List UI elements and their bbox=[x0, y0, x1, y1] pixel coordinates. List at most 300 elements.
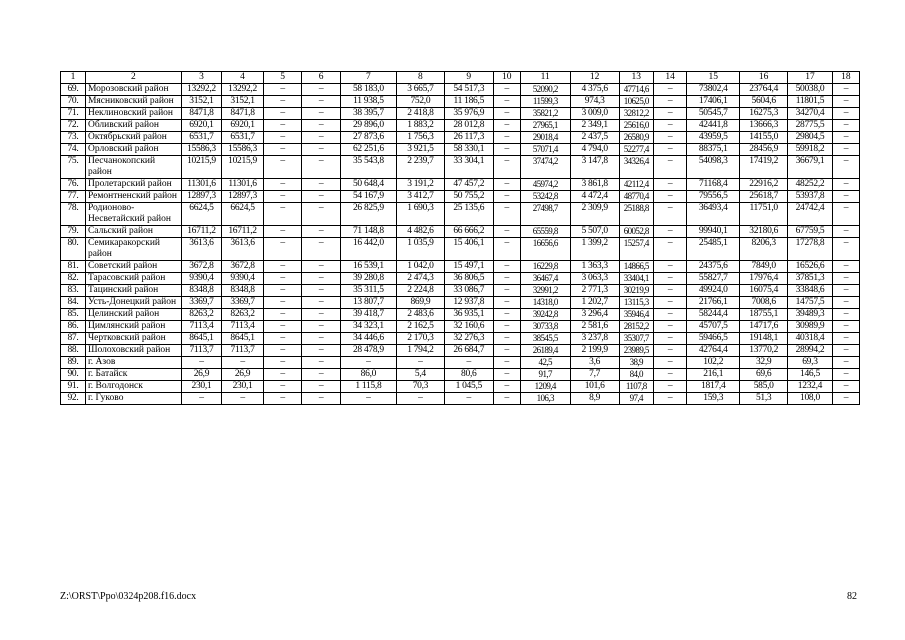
table-cell: – bbox=[653, 261, 686, 273]
table-cell: 7113,7 bbox=[181, 345, 222, 357]
table-cell: 59918,2 bbox=[788, 144, 833, 156]
table-cell: – bbox=[302, 333, 340, 345]
table-cell: 47714,6 bbox=[619, 84, 653, 96]
table-cell: 35821,2 bbox=[520, 108, 570, 120]
table-cell: 22916,2 bbox=[740, 179, 788, 191]
table-cell: 25485,1 bbox=[687, 238, 740, 261]
table-cell: 16711,2 bbox=[222, 226, 264, 238]
table-cell: 6920,1 bbox=[181, 120, 222, 132]
district-name-cell: Семикаракорский район bbox=[85, 238, 181, 261]
table-cell: 6624,5 bbox=[181, 203, 222, 226]
table-row bbox=[61, 309, 860, 321]
table-cell: 30219,9 bbox=[619, 285, 653, 297]
table-cell: 34270,4 bbox=[788, 108, 833, 120]
table-cell: – bbox=[222, 393, 264, 405]
table-cell: 28775,5 bbox=[788, 120, 833, 132]
table-cell: 3 412,7 bbox=[396, 191, 444, 203]
table-cell: – bbox=[493, 381, 520, 393]
table-cell: 84. bbox=[61, 297, 86, 309]
table-cell: 48770,4 bbox=[619, 191, 653, 203]
table-cell: – bbox=[302, 120, 340, 132]
table-cell: – bbox=[653, 108, 686, 120]
table-cell: – bbox=[302, 179, 340, 191]
table-row bbox=[61, 156, 860, 179]
table-cell: 52090,2 bbox=[520, 84, 570, 96]
table-cell: – bbox=[181, 393, 222, 405]
table-cell: – bbox=[653, 273, 686, 285]
table-cell: 7113,4 bbox=[181, 321, 222, 333]
table-cell: 16711,2 bbox=[181, 226, 222, 238]
column-number-cell: 16 bbox=[740, 72, 788, 84]
table-cell: 28 478,9 bbox=[340, 345, 396, 357]
table-cell: 37474,2 bbox=[520, 156, 570, 179]
district-name-cell: Цимлянский район bbox=[85, 321, 181, 333]
table-cell: – bbox=[832, 345, 859, 357]
table-cell: – bbox=[493, 357, 520, 369]
table-cell: – bbox=[263, 144, 301, 156]
table-cell: 84,0 bbox=[619, 369, 653, 381]
table-cell: 2 162,5 bbox=[396, 321, 444, 333]
table-cell: 52277,4 bbox=[619, 144, 653, 156]
table-cell: 2 474,3 bbox=[396, 273, 444, 285]
table-cell: 6624,5 bbox=[222, 203, 264, 226]
district-name-cell: Советский район bbox=[85, 261, 181, 273]
table-cell: 60052,8 bbox=[619, 226, 653, 238]
table-cell: – bbox=[493, 285, 520, 297]
table-cell: 1 794,2 bbox=[396, 345, 444, 357]
table-cell: – bbox=[832, 309, 859, 321]
table-cell: 13 807,7 bbox=[340, 297, 396, 309]
table-cell: 35946,4 bbox=[619, 309, 653, 321]
table-cell: 35 976,9 bbox=[444, 108, 493, 120]
table-cell: 97,4 bbox=[619, 393, 653, 405]
table-cell: 3369,7 bbox=[181, 297, 222, 309]
district-name-cell: Песчанокопский район bbox=[85, 156, 181, 179]
table-cell: – bbox=[493, 393, 520, 405]
table-cell: 80,6 bbox=[444, 369, 493, 381]
table-cell: 5 507,0 bbox=[570, 226, 619, 238]
table-cell: – bbox=[493, 226, 520, 238]
table-cell: – bbox=[302, 226, 340, 238]
table-cell: 14155,0 bbox=[740, 132, 788, 144]
table-cell: 74. bbox=[61, 144, 86, 156]
table-cell: 3 861,8 bbox=[570, 179, 619, 191]
table-cell: 45707,5 bbox=[687, 321, 740, 333]
table-cell: 869,9 bbox=[396, 297, 444, 309]
table-cell: – bbox=[396, 357, 444, 369]
table-cell: 101,6 bbox=[570, 381, 619, 393]
table-cell: 85. bbox=[61, 309, 86, 321]
table-cell: 32,9 bbox=[740, 357, 788, 369]
table-cell: 3 063,3 bbox=[570, 273, 619, 285]
table-cell: – bbox=[222, 357, 264, 369]
table-cell: 35 311,5 bbox=[340, 285, 396, 297]
table-cell: 2 771,3 bbox=[570, 285, 619, 297]
table-cell: – bbox=[263, 273, 301, 285]
table-cell: 27 873,6 bbox=[340, 132, 396, 144]
table-cell: 37851,3 bbox=[788, 273, 833, 285]
table-cell: 1 363,3 bbox=[570, 261, 619, 273]
table-cell: – bbox=[302, 156, 340, 179]
table-cell: 11301,6 bbox=[222, 179, 264, 191]
table-cell: 17976,4 bbox=[740, 273, 788, 285]
table-cell: – bbox=[302, 381, 340, 393]
table-cell: – bbox=[653, 84, 686, 96]
table-cell: 3152,1 bbox=[222, 96, 264, 108]
table-row bbox=[61, 357, 860, 369]
table-cell: 53242,8 bbox=[520, 191, 570, 203]
table-cell: – bbox=[302, 144, 340, 156]
table-cell: – bbox=[302, 108, 340, 120]
table-cell: 11301,6 bbox=[181, 179, 222, 191]
table-cell: – bbox=[653, 156, 686, 179]
district-name-cell: Сальский район bbox=[85, 226, 181, 238]
table-cell: 92. bbox=[61, 393, 86, 405]
table-cell: 35307,7 bbox=[619, 333, 653, 345]
table-cell: 70. bbox=[61, 96, 86, 108]
table-cell: 1 035,9 bbox=[396, 238, 444, 261]
table-cell: 25618,7 bbox=[740, 191, 788, 203]
table-cell: 14717,6 bbox=[740, 321, 788, 333]
table-cell: 30733,8 bbox=[520, 321, 570, 333]
table-cell: 752,0 bbox=[396, 96, 444, 108]
table-cell: 91,7 bbox=[520, 369, 570, 381]
table-cell: 26189,4 bbox=[520, 345, 570, 357]
district-name-cell: Тарасовский район bbox=[85, 273, 181, 285]
table-cell: 69. bbox=[61, 84, 86, 96]
table-cell: – bbox=[302, 369, 340, 381]
table-cell: 8471,8 bbox=[222, 108, 264, 120]
table-cell: 53937,8 bbox=[788, 191, 833, 203]
column-number-cell: 9 bbox=[444, 72, 493, 84]
table-cell: 17419,2 bbox=[740, 156, 788, 179]
table-cell: 73802,4 bbox=[687, 84, 740, 96]
table-cell: 8263,2 bbox=[181, 309, 222, 321]
table-cell: 3 665,7 bbox=[396, 84, 444, 96]
table-cell: 24375,6 bbox=[687, 261, 740, 273]
column-number-cell: 18 bbox=[832, 72, 859, 84]
table-cell: – bbox=[832, 132, 859, 144]
table-cell: 17406,1 bbox=[687, 96, 740, 108]
district-name-cell: г. Батайск bbox=[85, 369, 181, 381]
table-cell: 29 896,0 bbox=[340, 120, 396, 132]
table-cell: 1107,8 bbox=[619, 381, 653, 393]
table-cell: – bbox=[263, 297, 301, 309]
table-cell: 26,9 bbox=[222, 369, 264, 381]
table-cell: 39 280,8 bbox=[340, 273, 396, 285]
table-cell: 26 825,9 bbox=[340, 203, 396, 226]
table-row bbox=[61, 381, 860, 393]
table-cell: 1 045,5 bbox=[444, 381, 493, 393]
table-row bbox=[61, 297, 860, 309]
table-cell: 28152,2 bbox=[619, 321, 653, 333]
table-cell: 42764,4 bbox=[687, 345, 740, 357]
table-cell: 40318,4 bbox=[788, 333, 833, 345]
table-cell: 42441,8 bbox=[687, 120, 740, 132]
table-cell: 35 543,8 bbox=[340, 156, 396, 179]
table-cell: – bbox=[832, 144, 859, 156]
table-cell: 4 375,6 bbox=[570, 84, 619, 96]
column-number-cell: 6 bbox=[302, 72, 340, 84]
table-row bbox=[61, 345, 860, 357]
table-cell: 33848,6 bbox=[788, 285, 833, 297]
table-cell: – bbox=[302, 357, 340, 369]
column-number-cell: 14 bbox=[653, 72, 686, 84]
table-cell: 69,6 bbox=[740, 369, 788, 381]
table-cell: 71168,4 bbox=[687, 179, 740, 191]
table-cell: 16275,3 bbox=[740, 108, 788, 120]
table-cell: – bbox=[832, 369, 859, 381]
table-cell: 49924,0 bbox=[687, 285, 740, 297]
column-number-cell: 2 bbox=[85, 72, 181, 84]
table-cell: 38 395,7 bbox=[340, 108, 396, 120]
table-cell: – bbox=[263, 156, 301, 179]
table-cell: 7113,4 bbox=[222, 321, 264, 333]
table-cell: – bbox=[832, 179, 859, 191]
table-cell: – bbox=[832, 226, 859, 238]
district-name-cell: г. Азов bbox=[85, 357, 181, 369]
table-cell: 51,3 bbox=[740, 393, 788, 405]
table-cell: 79. bbox=[61, 226, 86, 238]
table-cell: 59466,5 bbox=[687, 333, 740, 345]
table-cell: 79556,5 bbox=[687, 191, 740, 203]
table-cell: 32812,2 bbox=[619, 108, 653, 120]
table-cell: 2 224,8 bbox=[396, 285, 444, 297]
table-cell: 230,1 bbox=[181, 381, 222, 393]
table-cell: 65559,8 bbox=[520, 226, 570, 238]
table-row bbox=[61, 285, 860, 297]
table-cell: – bbox=[493, 156, 520, 179]
table-cell: 10625,0 bbox=[619, 96, 653, 108]
district-name-cell: г. Гуково bbox=[85, 393, 181, 405]
table-cell: – bbox=[832, 333, 859, 345]
table-cell: 66 666,2 bbox=[444, 226, 493, 238]
table-cell: 16 442,0 bbox=[340, 238, 396, 261]
table-cell: – bbox=[832, 120, 859, 132]
table-cell: – bbox=[832, 381, 859, 393]
table-cell: 47 457,2 bbox=[444, 179, 493, 191]
table-cell: – bbox=[832, 156, 859, 179]
table-cell: – bbox=[340, 357, 396, 369]
district-name-cell: Шолоховский район bbox=[85, 345, 181, 357]
district-name-cell: Обливский район bbox=[85, 120, 181, 132]
table-cell: 3613,6 bbox=[181, 238, 222, 261]
table-cell: 14866,5 bbox=[619, 261, 653, 273]
table-cell: 28456,9 bbox=[740, 144, 788, 156]
table-cell: 15586,3 bbox=[181, 144, 222, 156]
table-cell: – bbox=[263, 84, 301, 96]
table-row bbox=[61, 369, 860, 381]
table-cell: 17278,8 bbox=[788, 238, 833, 261]
table-cell: – bbox=[493, 238, 520, 261]
table-cell: – bbox=[263, 393, 301, 405]
table-cell: 13770,2 bbox=[740, 345, 788, 357]
table-cell: 3 921,5 bbox=[396, 144, 444, 156]
table-cell: 2 349,1 bbox=[570, 120, 619, 132]
table-cell: 102,2 bbox=[687, 357, 740, 369]
table-row bbox=[61, 132, 860, 144]
table-cell: – bbox=[263, 321, 301, 333]
table-cell: – bbox=[832, 285, 859, 297]
table-cell: 2 437,5 bbox=[570, 132, 619, 144]
table-row bbox=[61, 179, 860, 191]
table-cell: 4 794,0 bbox=[570, 144, 619, 156]
table-cell: 3 147,8 bbox=[570, 156, 619, 179]
table-cell: – bbox=[493, 120, 520, 132]
table-cell: 75. bbox=[61, 156, 86, 179]
table-cell: 1209,4 bbox=[520, 381, 570, 393]
table-cell: – bbox=[653, 132, 686, 144]
table-cell: – bbox=[653, 297, 686, 309]
table-cell: – bbox=[653, 238, 686, 261]
table-cell: – bbox=[263, 120, 301, 132]
table-cell: 34 323,1 bbox=[340, 321, 396, 333]
table-cell: 26 117,3 bbox=[444, 132, 493, 144]
table-cell: – bbox=[444, 393, 493, 405]
table-row bbox=[61, 84, 860, 96]
district-name-cell: Морозовский район bbox=[85, 84, 181, 96]
table-cell: 26,9 bbox=[181, 369, 222, 381]
table-cell: – bbox=[653, 285, 686, 297]
table-cell: 106,3 bbox=[520, 393, 570, 405]
table-cell: 80. bbox=[61, 238, 86, 261]
table-cell: 33 304,1 bbox=[444, 156, 493, 179]
table-cell: 27965,1 bbox=[520, 120, 570, 132]
table-cell: 13666,3 bbox=[740, 120, 788, 132]
table-cell: 11 186,5 bbox=[444, 96, 493, 108]
table-cell: 6920,1 bbox=[222, 120, 264, 132]
table-cell: 23989,5 bbox=[619, 345, 653, 357]
table-cell: – bbox=[263, 381, 301, 393]
table-cell: – bbox=[263, 261, 301, 273]
table-cell: – bbox=[653, 191, 686, 203]
table-header-row bbox=[61, 72, 860, 84]
table-cell: – bbox=[493, 203, 520, 226]
table-cell: 13115,3 bbox=[619, 297, 653, 309]
table-cell: 1 690,3 bbox=[396, 203, 444, 226]
table-cell: 90. bbox=[61, 369, 86, 381]
table-cell: 10215,9 bbox=[222, 156, 264, 179]
table-cell: 1 042,0 bbox=[396, 261, 444, 273]
table-cell: 26 684,7 bbox=[444, 345, 493, 357]
table-cell: – bbox=[653, 321, 686, 333]
table-cell: 27498,7 bbox=[520, 203, 570, 226]
table-cell: 86,0 bbox=[340, 369, 396, 381]
table-cell: – bbox=[263, 179, 301, 191]
table-cell: 2 418,8 bbox=[396, 108, 444, 120]
table-cell: 70,3 bbox=[396, 381, 444, 393]
table-cell: 77. bbox=[61, 191, 86, 203]
table-cell: – bbox=[263, 132, 301, 144]
table-cell: 13292,2 bbox=[222, 84, 264, 96]
table-row bbox=[61, 226, 860, 238]
table-cell: 78. bbox=[61, 203, 86, 226]
table-cell: 7113,7 bbox=[222, 345, 264, 357]
table-cell: 146,5 bbox=[788, 369, 833, 381]
table-cell: 91. bbox=[61, 381, 86, 393]
table-cell: 32180,6 bbox=[740, 226, 788, 238]
table-cell: 159,3 bbox=[687, 393, 740, 405]
table-cell: 3672,8 bbox=[181, 261, 222, 273]
table-cell: 13292,2 bbox=[181, 84, 222, 96]
table-cell: 2 170,3 bbox=[396, 333, 444, 345]
table-cell: 30989,9 bbox=[788, 321, 833, 333]
table-cell: – bbox=[263, 108, 301, 120]
table-cell: – bbox=[832, 357, 859, 369]
table-row bbox=[61, 273, 860, 285]
table-cell: – bbox=[302, 309, 340, 321]
table-cell: – bbox=[302, 261, 340, 273]
table-cell: 7849,0 bbox=[740, 261, 788, 273]
table-cell: 82. bbox=[61, 273, 86, 285]
table-cell: – bbox=[832, 321, 859, 333]
district-name-cell: Октябрьский район bbox=[85, 132, 181, 144]
table-cell: 16075,4 bbox=[740, 285, 788, 297]
table-cell: 39 418,7 bbox=[340, 309, 396, 321]
table-cell: 8348,8 bbox=[222, 285, 264, 297]
table-cell: 69,3 bbox=[788, 357, 833, 369]
table-cell: 28 012,8 bbox=[444, 120, 493, 132]
table-cell: 23764,4 bbox=[740, 84, 788, 96]
table-cell: 88. bbox=[61, 345, 86, 357]
column-number-cell: 12 bbox=[570, 72, 619, 84]
table-cell: 57071,4 bbox=[520, 144, 570, 156]
table-cell: – bbox=[302, 297, 340, 309]
table-cell: – bbox=[444, 357, 493, 369]
table-cell: 1817,4 bbox=[687, 381, 740, 393]
table-cell: – bbox=[263, 333, 301, 345]
district-name-cell: Неклиновский район bbox=[85, 108, 181, 120]
table-cell: 72. bbox=[61, 120, 86, 132]
table-cell: – bbox=[832, 191, 859, 203]
table-cell: 32 160,6 bbox=[444, 321, 493, 333]
district-name-cell: Чертковский район bbox=[85, 333, 181, 345]
table-cell: 9390,4 bbox=[222, 273, 264, 285]
table-cell: 1 399,2 bbox=[570, 238, 619, 261]
table-row bbox=[61, 238, 860, 261]
table-cell: 3,6 bbox=[570, 357, 619, 369]
table-cell: – bbox=[302, 345, 340, 357]
table-cell: 6531,7 bbox=[181, 132, 222, 144]
table-cell: 62 251,6 bbox=[340, 144, 396, 156]
table-cell: – bbox=[832, 238, 859, 261]
table-cell: 12897,3 bbox=[222, 191, 264, 203]
table-cell: 50 648,4 bbox=[340, 179, 396, 191]
table-cell: 34 446,6 bbox=[340, 333, 396, 345]
table-cell: 50038,0 bbox=[788, 84, 833, 96]
table-cell: – bbox=[653, 345, 686, 357]
table-cell: – bbox=[832, 96, 859, 108]
table-cell: 50545,7 bbox=[687, 108, 740, 120]
district-name-cell: г. Волгодонск bbox=[85, 381, 181, 393]
column-number-cell: 7 bbox=[340, 72, 396, 84]
table-cell: 36 935,1 bbox=[444, 309, 493, 321]
table-row bbox=[61, 96, 860, 108]
table-cell: 1 883,2 bbox=[396, 120, 444, 132]
table-cell: 73. bbox=[61, 132, 86, 144]
table-cell: 36679,1 bbox=[788, 156, 833, 179]
table-cell: 8348,8 bbox=[181, 285, 222, 297]
table-cell: 12 937,8 bbox=[444, 297, 493, 309]
table-cell: 34326,4 bbox=[619, 156, 653, 179]
table-cell: 25 135,6 bbox=[444, 203, 493, 226]
table-row bbox=[61, 261, 860, 273]
district-name-cell: Пролетарский район bbox=[85, 179, 181, 191]
district-name-cell: Тацинский район bbox=[85, 285, 181, 297]
table-cell: 29018,4 bbox=[520, 132, 570, 144]
table-cell: 9390,4 bbox=[181, 273, 222, 285]
table-cell: 1 115,8 bbox=[340, 381, 396, 393]
